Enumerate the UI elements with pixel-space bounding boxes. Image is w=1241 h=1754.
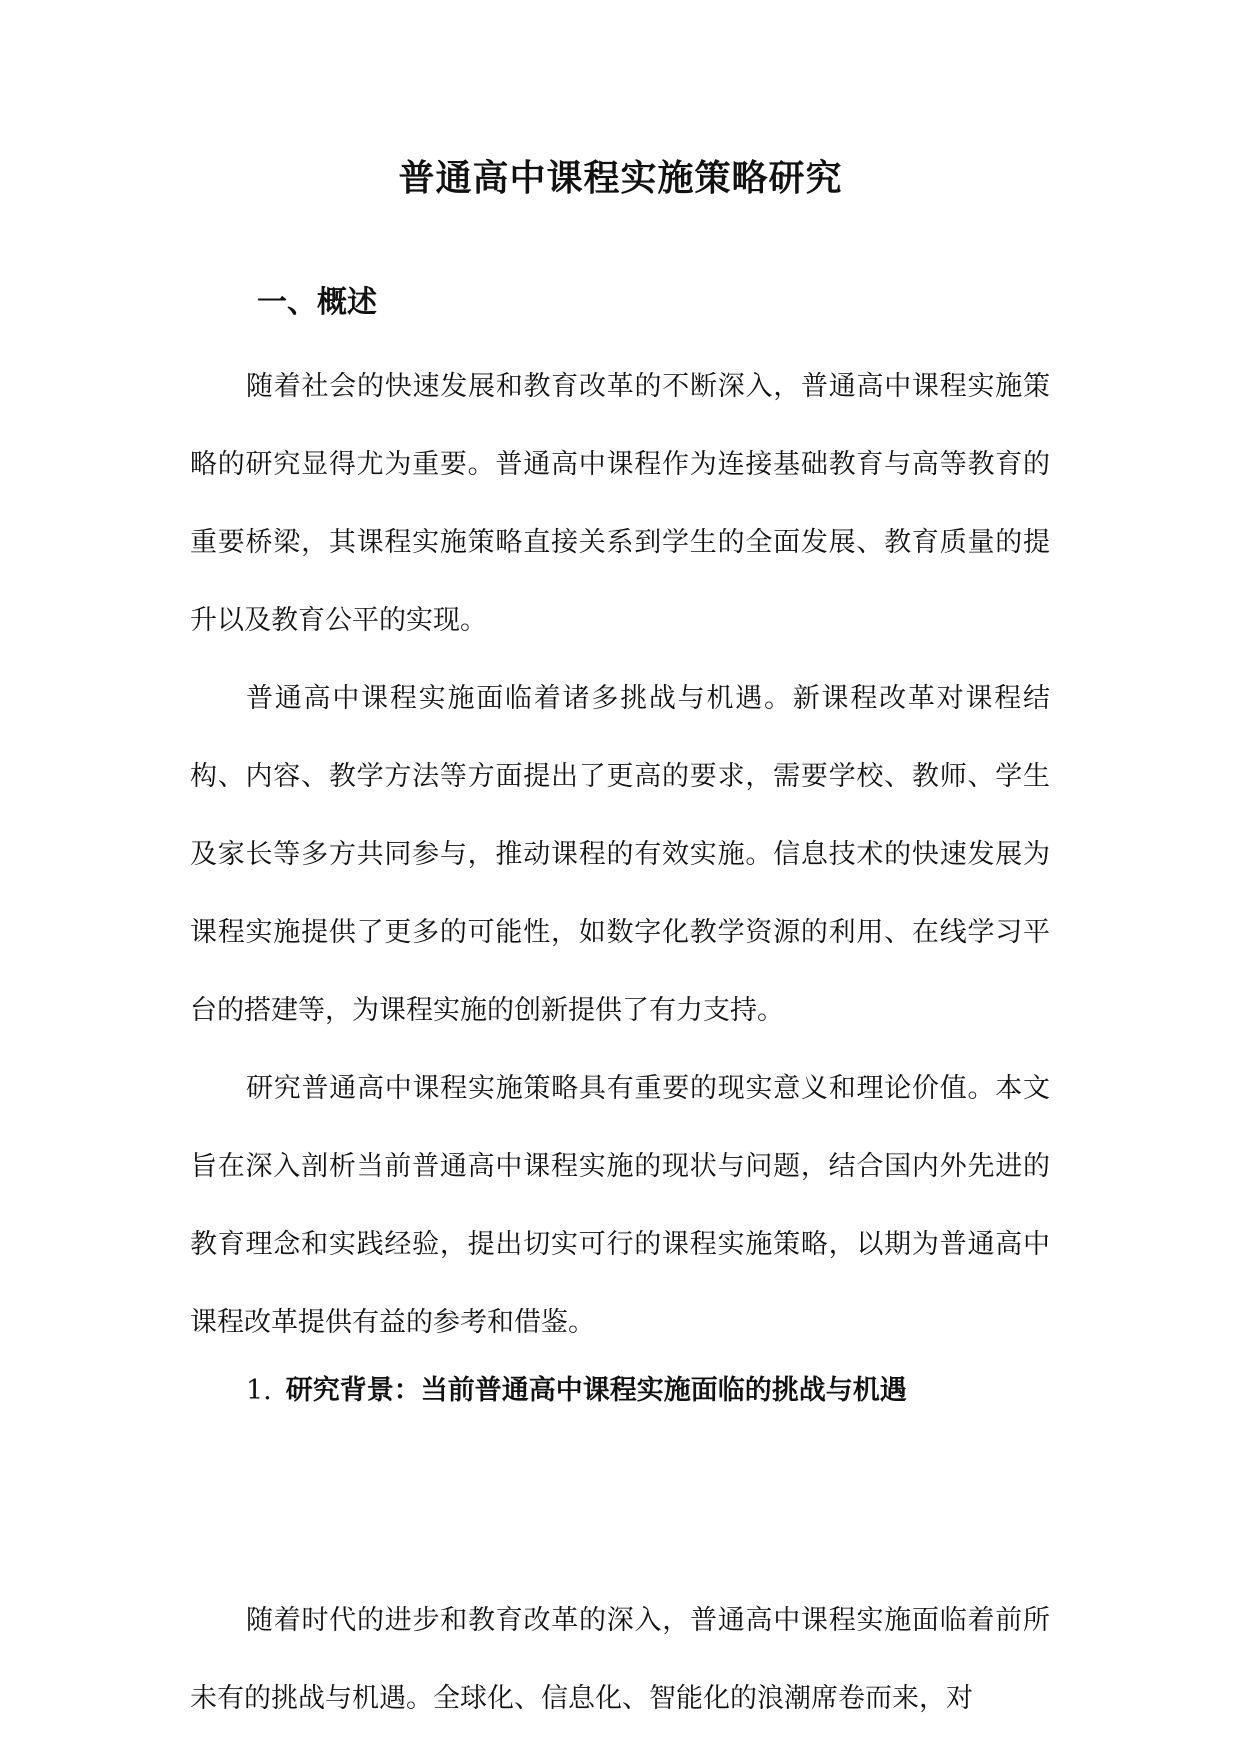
subsection-title: 研究背景：当前普通高中课程实施面临的挑战与机遇 xyxy=(285,1375,907,1406)
paragraph: 普通高中课程实施面临着诸多挑战与机遇。新课程改革对课程结构、内容、教学方法等方面提出了更高的要求，需要学校、教师、学生及家长等多方共同参与，推动课程的有效实施。信息技术的快速发展为课程实施提供了更多的可能性，如数字化教学资源的利用、在线学习平台的搭建等，为课程实施的创新提供了有力支持。 xyxy=(190,683,1050,1026)
paragraph: 研究普通高中课程实施策略具有重要的现实意义和理论价值。本文旨在深入剖析当前普通高中课程实施的现状与问题，结合国内外先进的教育理念和实践经验，提出切实可行的课程实施策略，以期为普通高中课程改革提供有益的参考和借鉴。 xyxy=(190,1073,1050,1338)
paragraph: 随着时代的进步和教育改革的深入，普通高中课程实施面临着前所未有的挑战与机遇。全球化、信息化、智能化的浪潮席卷而来，对 xyxy=(190,1605,1050,1714)
subsection-number: 1. xyxy=(246,1375,272,1406)
document-title: 普通高中课程实施策略研究 xyxy=(398,157,843,199)
section-heading-overview: 一、概述 xyxy=(257,285,377,320)
paragraph: 随着社会的快速发展和教育改革的不断深入，普通高中课程实施策略的研究显得尤为重要。普通高中课程作为连接基础教育与高等教育的重要桥梁，其课程实施策略直接关系到学生的全面发展、教育质量的提升以及教育公平的实现。 xyxy=(190,371,1050,636)
subsection-heading-background xyxy=(246,1366,907,1416)
